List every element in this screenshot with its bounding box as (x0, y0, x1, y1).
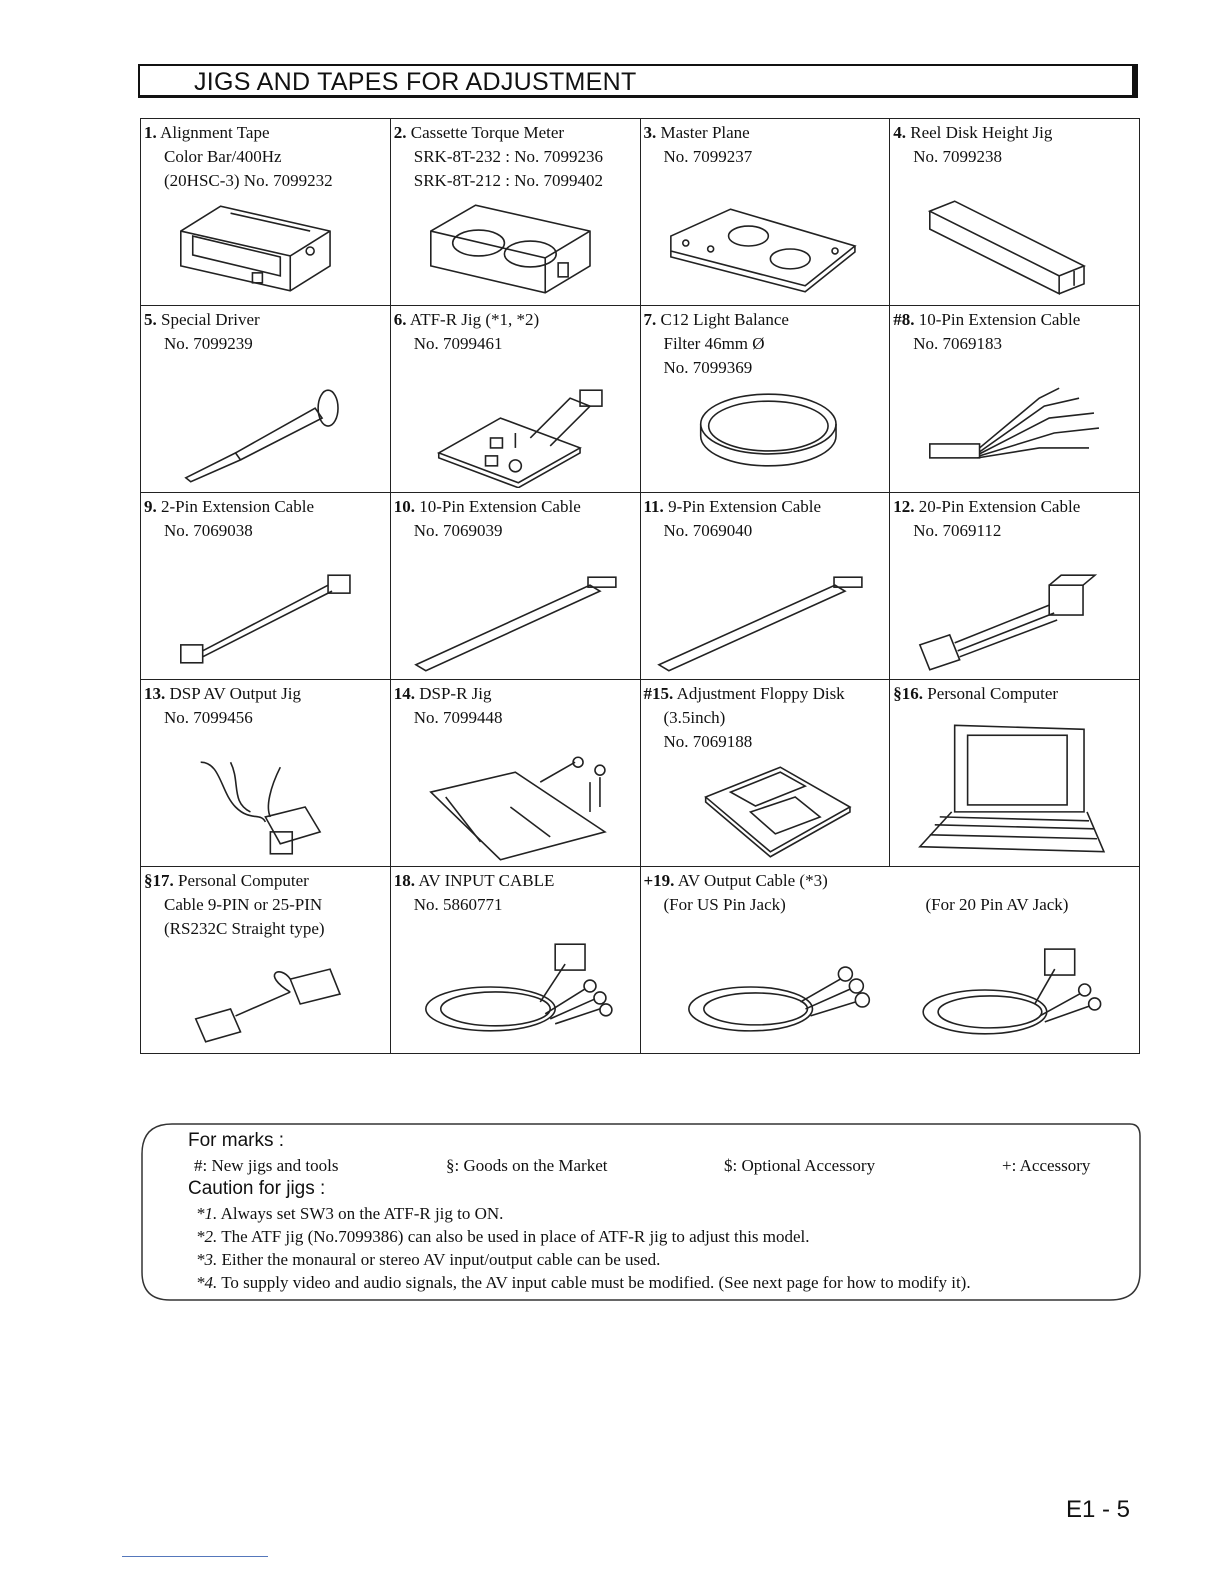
caution-text: The ATF jig (No.7099386) can also be used in place of ATF-R jig to adjust this model. (221, 1227, 810, 1246)
mark-optional-accessory: $: Optional Accessory (724, 1156, 876, 1175)
filter-ring-icon (641, 378, 890, 488)
item-cell-15 (640, 680, 890, 867)
item-cell-19 (640, 867, 1140, 1054)
floppy-disk-icon (641, 752, 890, 862)
table-row (141, 680, 1140, 867)
item-cell-4 (890, 119, 1140, 306)
item-cell-16 (890, 680, 1140, 867)
section-title-bar (138, 64, 1138, 98)
item-detail: (For US Pin Jack) (663, 895, 786, 914)
item-part-number: No. 7099238 (913, 147, 1003, 166)
20pin-cable-icon (890, 565, 1139, 675)
flat-cable-icon (391, 565, 640, 675)
item-part-number: No. 7099237 (663, 147, 753, 166)
table-row (141, 867, 1140, 1054)
item-part-number: No. 7099461 (413, 334, 503, 353)
item-cell-5 (141, 306, 391, 493)
item-number: 3. (643, 123, 657, 142)
item-number: 14. (393, 684, 415, 703)
item-detail: SRK-8T-212 : No. 7099402 (413, 171, 603, 190)
item-number: 13. (144, 684, 166, 703)
caution-item (196, 1227, 810, 1247)
item-number: 18. (393, 871, 415, 890)
item-name: Adjustment Floppy Disk (676, 684, 845, 703)
item-name: Reel Disk Height Jig (910, 123, 1053, 142)
item-name: ATF-R Jig (*1, *2) (409, 310, 540, 329)
item-number: 5. (144, 310, 157, 329)
item-number: 12. (893, 497, 915, 516)
marks-heading: For marks : (188, 1130, 285, 1151)
item-detail: Cable 9-PIN or 25-PIN (164, 895, 323, 914)
item-cell-18 (390, 867, 640, 1054)
av-input-cable-icon (391, 924, 640, 1049)
driver-icon (141, 378, 390, 488)
caution-ref: *4. (196, 1273, 218, 1292)
item-name: Personal Computer (927, 684, 1059, 703)
item-cell-6 (390, 306, 640, 493)
torque-meter-cassette-icon (391, 191, 640, 301)
jigs-table (140, 118, 1140, 1054)
item-part-number: (20HSC-3) No. 7099232 (164, 171, 333, 190)
caution-text: Either the monaural or stereo AV input/output cable can be used. (221, 1250, 661, 1269)
item-part-number: No. 7069183 (913, 334, 1003, 353)
item-number: 1. (144, 123, 157, 142)
item-part-number: No. 7099448 (413, 708, 503, 727)
item-name: Master Plane (660, 123, 750, 142)
item-name: C12 Light Balance (660, 310, 789, 329)
item-cell-8 (890, 306, 1140, 493)
item-number: 10. (393, 497, 415, 516)
item-detail: (3.5inch) (663, 708, 726, 727)
caution-ref: *3. (196, 1250, 218, 1269)
atf-jig-board-icon (391, 378, 640, 488)
item-number: 7. (643, 310, 657, 329)
item-number: 6. (393, 310, 407, 329)
item-part-number: No. 7069039 (413, 521, 503, 540)
table-row (141, 306, 1140, 493)
item-detail: Color Bar/400Hz (164, 147, 282, 166)
caution-item (196, 1204, 503, 1224)
caution-text: To supply video and audio signals, the AV input cable must be modified. (See next page for how to modify it). (221, 1273, 971, 1292)
item-variant-label: (For 20 Pin AV Jack) (925, 895, 1069, 914)
item-cell-17 (141, 867, 391, 1054)
item-part-number: No. 7099369 (663, 358, 753, 377)
caution-item (196, 1250, 660, 1270)
height-jig-icon (890, 191, 1139, 301)
item-name: 20-Pin Extension Cable (918, 497, 1081, 516)
item-name: Special Driver (161, 310, 260, 329)
item-part-number: No. 7069188 (663, 732, 753, 751)
item-number: §17. (144, 871, 174, 890)
item-name: Personal Computer (178, 871, 309, 890)
item-cell-10 (390, 493, 640, 680)
item-cell-14 (390, 680, 640, 867)
item-cell-12 (890, 493, 1140, 680)
mark-goods-on-market: §: Goods on the Market (446, 1156, 608, 1175)
caution-ref: *2. (196, 1227, 218, 1246)
item-part-number: No. 7099239 (164, 334, 253, 353)
master-plane-icon (641, 191, 890, 301)
mark-new-jigs: #: New jigs and tools (194, 1156, 339, 1175)
notes-box (140, 1122, 1142, 1302)
item-detail: SRK-8T-232 : No. 7099236 (413, 147, 603, 166)
caution-ref: *1. (196, 1204, 218, 1223)
dsp-r-board-icon (391, 752, 640, 862)
flat-cable-icon (641, 565, 890, 675)
item-number: +19. (643, 871, 675, 890)
item-name: AV INPUT CABLE (418, 871, 555, 890)
item-name: 9-Pin Extension Cable (668, 497, 822, 516)
item-number: #15. (643, 684, 674, 703)
item-number: §16. (893, 684, 923, 703)
dsp-av-jig-icon (141, 752, 390, 862)
av-output-cable-icon (641, 924, 1140, 1049)
item-name: 10-Pin Extension Cable (918, 310, 1081, 329)
item-number: 9. (144, 497, 157, 516)
item-name: DSP-R Jig (419, 684, 492, 703)
item-name: 10-Pin Extension Cable (419, 497, 581, 516)
item-cell-11 (640, 493, 890, 680)
item-detail: Filter 46mm Ø (663, 334, 765, 353)
item-cell-2 (390, 119, 640, 306)
item-name: Alignment Tape (160, 123, 270, 142)
item-number: 4. (893, 123, 906, 142)
table-row (141, 119, 1140, 306)
item-part-number: No. 7069038 (164, 521, 253, 540)
item-part-number: No. 7069040 (663, 521, 753, 540)
item-number: #8. (893, 310, 915, 329)
item-name: AV Output Cable (*3) (677, 871, 828, 890)
item-number: 2. (393, 123, 407, 142)
item-part-number: No. 7069112 (913, 521, 1002, 540)
2pin-cable-icon (141, 565, 390, 675)
item-cell-1 (141, 119, 391, 306)
item-cell-9 (141, 493, 391, 680)
laptop-icon (890, 717, 1139, 862)
page-number: E1 - 5 (1066, 1496, 1131, 1523)
caution-item (196, 1273, 971, 1293)
item-detail: (RS232C Straight type) (164, 919, 325, 938)
item-name: Cassette Torque Meter (410, 123, 565, 142)
item-cell-13 (141, 680, 391, 867)
mark-accessory: +: Accessory (1002, 1156, 1091, 1175)
item-name: DSP AV Output Jig (169, 684, 301, 703)
footer-divider (122, 1556, 268, 1557)
alignment-tape-icon (141, 191, 390, 301)
item-name: 2-Pin Extension Cable (161, 497, 314, 516)
item-cell-3 (640, 119, 890, 306)
caution-heading: Caution for jigs : (188, 1178, 326, 1199)
section-title: JIGS AND TAPES FOR ADJUSTMENT (194, 68, 637, 96)
serial-cable-icon (141, 954, 390, 1049)
item-part-number: No. 7099456 (164, 708, 253, 727)
caution-text: Always set SW3 on the ATF-R jig to ON. (220, 1204, 504, 1223)
wire-harness-icon (890, 378, 1139, 488)
item-part-number: No. 5860771 (413, 895, 503, 914)
item-number: 11. (643, 497, 664, 516)
item-cell-7 (640, 306, 890, 493)
table-row (141, 493, 1140, 680)
